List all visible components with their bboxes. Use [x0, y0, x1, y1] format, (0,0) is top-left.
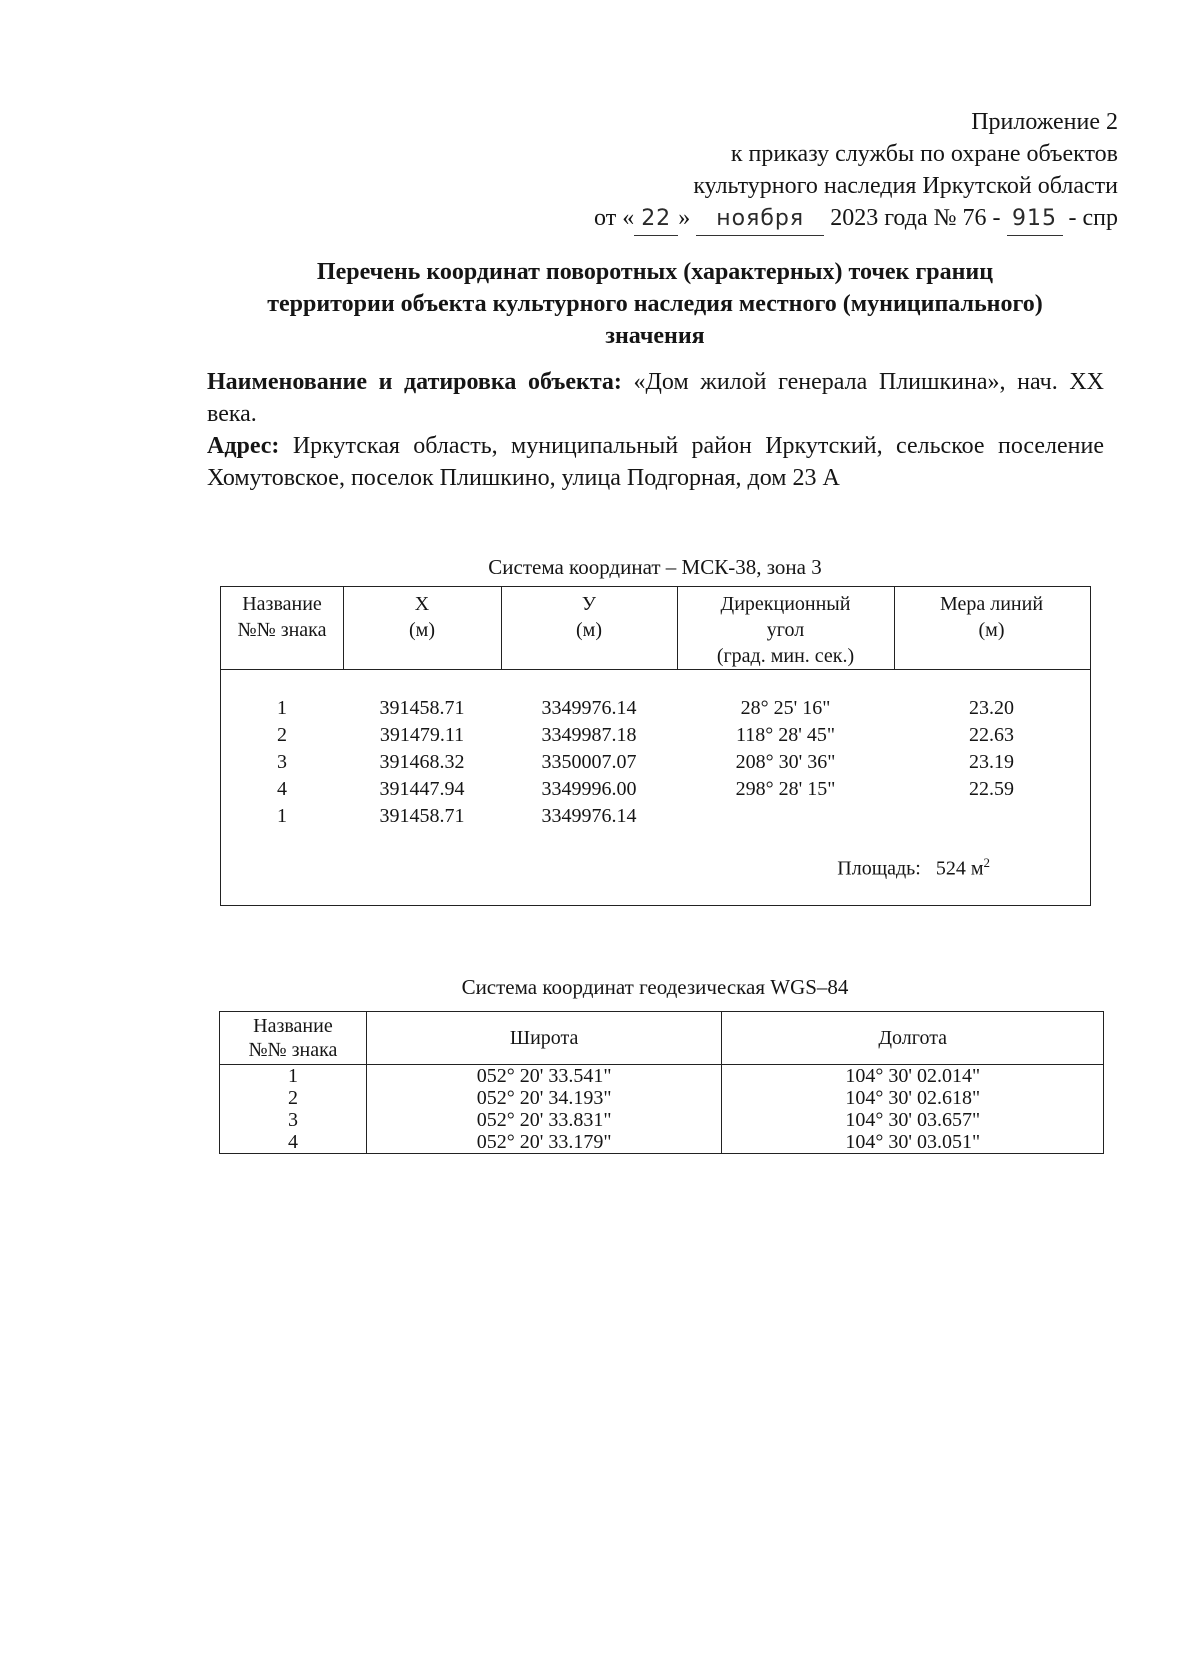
cell-point-name: 3 — [277, 751, 287, 773]
cell-point-name: 3 — [220, 1109, 367, 1131]
order-reference-line1: к приказу службы по охране объектов — [730, 141, 1118, 167]
table-row — [221, 722, 1090, 749]
cell-point-name: 2 — [220, 1087, 367, 1109]
table-row — [221, 695, 1090, 722]
order-date-line — [558, 202, 1118, 236]
cell-y: 3350007.07 — [541, 751, 637, 773]
date-prefix: от « — [594, 205, 635, 231]
area-unit-exponent: 2 — [983, 855, 990, 870]
table-row — [221, 776, 1090, 803]
object-address-label: Адрес: — [207, 433, 280, 459]
document-title — [205, 256, 1105, 352]
order-number-field — [1007, 202, 1063, 236]
area-label: Площадь: — [837, 857, 921, 880]
header-y — [501, 587, 677, 669]
msk-table-header — [221, 587, 1090, 670]
handwritten-month: ноября — [716, 206, 805, 231]
cell-x: 391458.71 — [379, 697, 465, 719]
cell-point-name: 4 — [277, 778, 287, 800]
header-x-line2: (м) — [409, 619, 435, 641]
cell-latitude: 052° 20' 33.179" — [366, 1131, 722, 1154]
cell-point-name: 4 — [220, 1131, 367, 1154]
title-line-1: Перечень координат поворотных (характерных) точек границ — [316, 259, 994, 285]
cell-length: 22.59 — [969, 778, 1014, 800]
header-latitude: Широта — [366, 1012, 722, 1065]
area-summary — [837, 855, 990, 881]
cell-angle: 208° 30' 36" — [735, 751, 836, 773]
header-angle-line2: угол — [766, 619, 805, 641]
area-value: 524 м — [935, 857, 984, 880]
appendix-number: Приложение 2 — [971, 109, 1118, 135]
cell-y: 3349987.18 — [541, 724, 637, 746]
table-row — [220, 1131, 1104, 1154]
cell-angle: 28° 25' 16" — [740, 697, 831, 719]
table-row — [220, 1065, 1104, 1088]
cell-point-name: 1 — [277, 697, 287, 719]
cell-x: 391447.94 — [379, 778, 465, 800]
header-longitude: Долгота — [722, 1012, 1104, 1065]
wgs-coordinates-table — [219, 1011, 1104, 1154]
cell-point-name: 1 — [220, 1065, 367, 1088]
handwritten-order-number: 915 — [1012, 206, 1057, 231]
header-length-line2: (м) — [978, 619, 1005, 641]
cell-y: 3349976.14 — [541, 697, 637, 719]
header-point-name — [221, 587, 343, 669]
wgs-table-header — [220, 1012, 1104, 1065]
header-angle-line3: (град. мин. сек.) — [716, 645, 855, 667]
cell-longitude: 104° 30' 02.618" — [722, 1087, 1104, 1109]
header-point-name-line2: №№ знака — [248, 1039, 338, 1061]
header-length-line1: Мера линий — [939, 593, 1044, 615]
cell-longitude: 104° 30' 03.657" — [722, 1109, 1104, 1131]
msk-table-caption: Система координат – МСК-38, зона 3 — [488, 555, 822, 579]
table-row — [221, 749, 1090, 776]
month-field — [696, 202, 824, 236]
header-point-name-line1: Название — [242, 593, 322, 615]
title-line-3: значения — [605, 323, 705, 349]
object-name-label: Наименование и датировка объекта: — [207, 369, 622, 395]
date-close-quote: » — [678, 205, 691, 231]
cell-y: 3349976.14 — [541, 805, 637, 827]
cell-x: 391479.11 — [379, 724, 465, 746]
order-reference-line2: культурного наследия Иркутской области — [693, 173, 1118, 199]
cell-y: 3349996.00 — [541, 778, 637, 800]
handwritten-day: 22 — [641, 206, 672, 231]
object-address-value: Иркутская область, муниципальный район Иркутский, сельское поселение Хомутовское, поселок Плишкино, улица Подгорная, дом 23 А — [207, 433, 1104, 491]
header-x — [343, 587, 501, 669]
header-point-name-line1: Название — [253, 1015, 333, 1037]
cell-length: 22.63 — [969, 724, 1014, 746]
cell-angle: 298° 28' 15" — [735, 778, 836, 800]
header-line-length — [894, 587, 1089, 669]
cell-longitude: 104° 30' 02.014" — [722, 1065, 1104, 1088]
object-name-value: «Дом жилой генерала Плишкина», нач. XX века. — [207, 369, 1104, 427]
cell-latitude: 052° 20' 33.831" — [366, 1109, 722, 1131]
appendix-header — [558, 106, 1118, 236]
cell-latitude: 052° 20' 34.193" — [366, 1087, 722, 1109]
cell-point-name: 2 — [277, 724, 287, 746]
cell-longitude: 104° 30' 03.051" — [722, 1131, 1104, 1154]
msk-coordinates-table — [220, 586, 1091, 906]
header-point-name-line2: №№ знака — [237, 619, 327, 641]
object-description — [207, 366, 1104, 494]
cell-angle: 118° 28' 45" — [735, 724, 836, 746]
header-y-line2: (м) — [576, 619, 602, 641]
header-point-name — [220, 1012, 367, 1065]
cell-latitude: 052° 20' 33.541" — [366, 1065, 722, 1088]
title-line-2: территории объекта культурного наследия местного (муниципального) — [267, 291, 1043, 317]
header-direction-angle — [677, 587, 894, 669]
table-row — [221, 803, 1090, 830]
day-field — [634, 202, 678, 236]
year-and-number: 2023 года № 76 - — [830, 205, 1001, 231]
table-row — [220, 1087, 1104, 1109]
wgs-table-caption: Система координат геодезическая WGS–84 — [461, 975, 849, 999]
cell-length: 23.20 — [969, 697, 1014, 719]
cell-point-name: 1 — [277, 805, 287, 827]
object-name-paragraph — [207, 366, 1104, 430]
object-address-paragraph — [207, 430, 1104, 494]
cell-x: 391468.32 — [379, 751, 465, 773]
cell-x: 391458.71 — [379, 805, 465, 827]
header-y-line1: У — [581, 593, 597, 615]
header-x-line1: X — [414, 593, 430, 615]
order-suffix: - спр — [1068, 205, 1118, 231]
cell-length: 23.19 — [969, 751, 1014, 773]
table-row — [220, 1109, 1104, 1131]
header-angle-line1: Дирекционный — [720, 593, 851, 615]
